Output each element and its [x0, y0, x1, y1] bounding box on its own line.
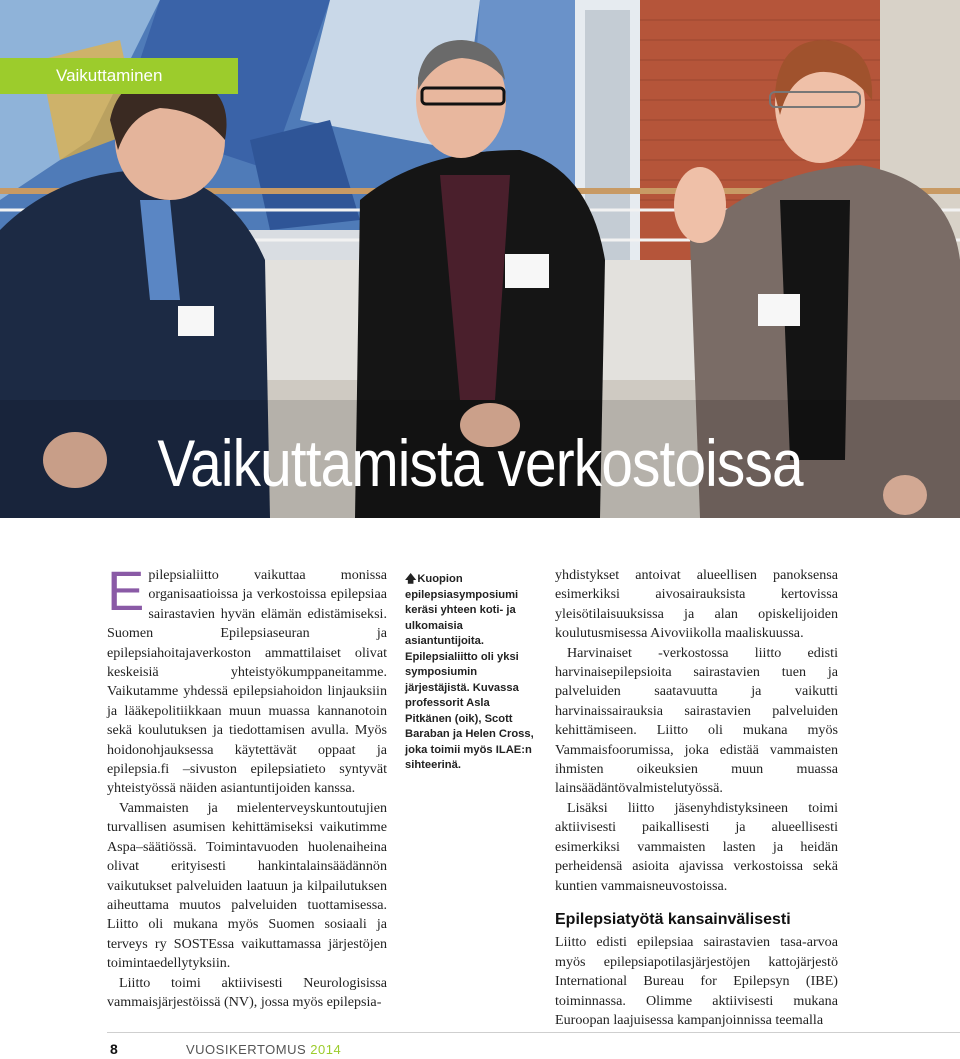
footer-publication: [186, 1042, 341, 1057]
up-arrow-icon: 🡅: [405, 573, 417, 585]
paragraph-continued: yhdistykset antoivat alueellisen panoksensa esimerkiksi aivosairauksista kertovissa yleisötilaisuuksissa ja alan opiskelijoiden koulutusmisessa Aivoviikolla maaliskuussa.: [555, 567, 838, 642]
section-label: Vaikuttaminen: [0, 58, 238, 94]
footer-divider: [107, 1032, 960, 1033]
page-number: 8: [110, 1041, 118, 1057]
caption-text: Kuopion epilepsiasymposiumi keräsi yhteen koti- ja ulkomaisia asiantuntijoita. Epilepsialiitto oli yksi symposiumin järjestäjistä. Kuvassa professorit Asla Pitkänen (oik), Scott Baraban ja Helen Cross, joka toimii myös ILAE:n sihteerinä.: [405, 573, 534, 771]
dropcap-letter: E: [107, 559, 145, 622]
paragraph-text: pilepsialiitto vaikuttaa monissa organisaatioissa ja verkostoissa epilepsiaa sairastavien hyvän elämän edistämiseksi. Suomen Epilepsiaseuran ja epilepsiahoitajaverkoston ammattilaiset olivat keskeisiä yhteistyökumppaneitamme. Vaikutamme yhdessä epilepsiahoidon linjauksiin ja lääkepolitiikkaan muun muassa kannanotoin sekä koulutuksen ja tiedottamisen avulla. Myös hoidonohjauksessa käytettävät oppaat ja epilepsia.fi –sivuston epilepsiatieto syntyvät yhteistyössä näiden asiantuntijoiden kanssa.: [107, 567, 387, 797]
paragraph-jasenyhdistykset: Lisäksi liitto jäsenyhdistyksineen toimi aktiivisesti paikallisesti ja alueellisesti esimerkiksi vammaisten lasten ja heidän perheidensä asioita ajavissa verkostoissa sekä kuntien vammaisneuvostoissa.: [555, 799, 838, 894]
subheading: Epilepsiatyötä kansainvälisesti: [555, 910, 791, 928]
paragraph-nv: Liitto toimi aktiivisesti Neurologisissa vammaisjärjestöissä (NV), jossa myös epilepsia-: [107, 974, 387, 1010]
paragraph-harvinaiset: Harvinaiset -verkostossa liitto edisti harvinaisepilepsioita sairastavien tuen ja palveluiden saatavuutta ja vaikutti harvinaissairauksia sairastavien palveluiden kehittämiseen. Liitto oli mukana myös Vammaisfoorumissa, joka edistää vammaisten ihmisten oikeuksien muun muassa lainsäädäntövalmistelutyössä.: [555, 644, 838, 797]
footer-title-text: VUOSIKERTOMUS: [186, 1042, 307, 1057]
paragraph-ibe: Liitto edisti epilepsiaa sairastavien tasa-arvoa myös epilepsiapotilasjärjestöjen kattojärjestö International Bureau for Epilepsyn (IBE) toiminnassa. Olimme aktiivisesti mukana Euroopan laajuisessa kampanjoinnissa teemalla: [555, 934, 838, 1028]
column-right: [555, 566, 838, 1030]
column-left: [107, 559, 387, 1012]
photo-caption: [405, 572, 535, 774]
page-title: Vaikuttamista verkostoissa: [157, 426, 803, 500]
footer-year: 2014: [310, 1042, 342, 1057]
intro-paragraph: [107, 559, 387, 799]
paragraph-aspa: Vammaisten ja mielenterveyskuntoutujien turvallisen asumisen kehittämiseksi vaikutimme Aspa–säätiössä. Toimintavuoden huolenaiheina olivat erityisesti hankintalainsäädännön vaikutukset palveluiden laatuun ja kilpailutuksen aiheuttama muutos palveluiden tuottamisessa. Liitto oli mukana myös Suomen sosiaali ja terveys ry SOSTEssa vaikuttamassa järjestöjen toimintaedellytyksiin.: [107, 799, 387, 972]
